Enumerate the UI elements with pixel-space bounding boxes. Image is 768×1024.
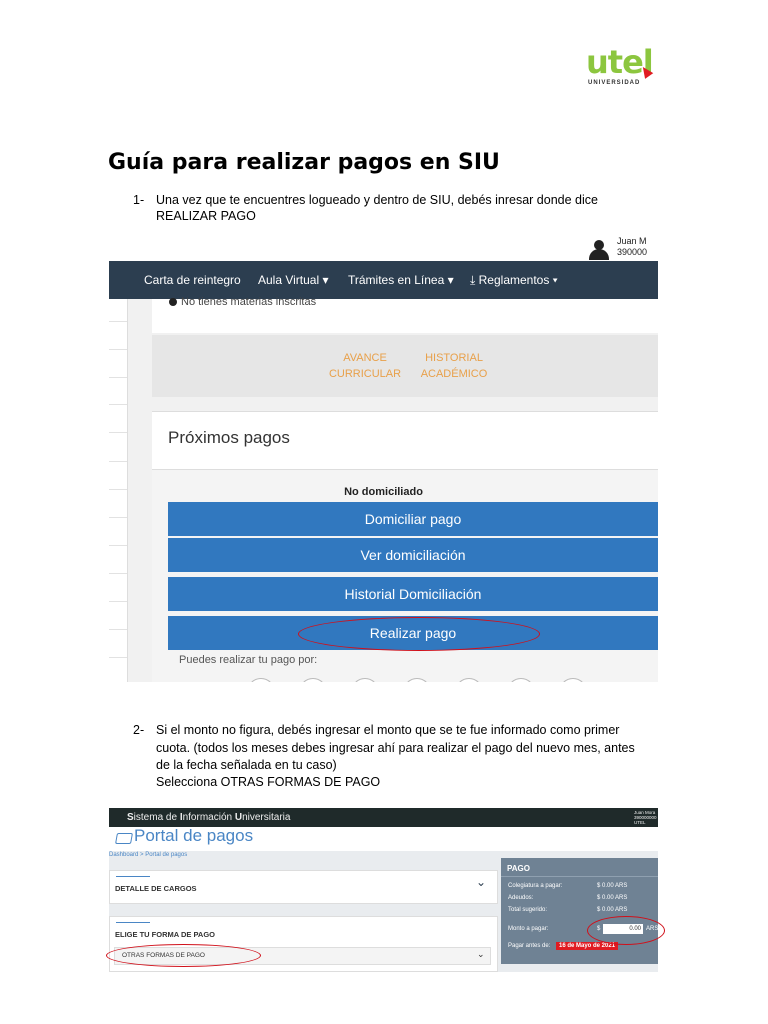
payments-title: Próximos pagos bbox=[168, 428, 290, 447]
step-line: Una vez que te encuentres logueado y dentro de SIU, debés inresar donde dice bbox=[156, 193, 598, 207]
user-avatar-icon bbox=[587, 240, 611, 260]
chevron-down-icon[interactable]: ⌄ bbox=[476, 875, 487, 889]
header-user-info bbox=[634, 810, 657, 825]
top-strip bbox=[109, 236, 658, 261]
logo-word: utel bbox=[586, 43, 653, 81]
payment-methods-label: Puedes realizar tu pago por: bbox=[179, 654, 318, 666]
header-user-line: Juan Mora bbox=[634, 810, 656, 815]
logo-subtitle: UNIVERSIDAD bbox=[588, 80, 641, 86]
nav-tramites[interactable]: Trámites en Línea ▾ bbox=[348, 273, 454, 287]
chevron-down-icon: ⌄ bbox=[477, 949, 485, 959]
historial-domiciliacion-button[interactable]: Historial Domiciliación bbox=[168, 577, 658, 611]
page-title: Guía para realizar pagos en SIU bbox=[108, 150, 500, 175]
link-line: CURRICULAR bbox=[328, 368, 402, 380]
portal-title: Portal de pagos bbox=[134, 826, 254, 845]
siu-dashboard-screenshot bbox=[109, 236, 658, 682]
nav-carta-reintegro[interactable]: Carta de reintegro bbox=[144, 273, 241, 287]
detalle-cargos-label: DETALLE DE CARGOS bbox=[115, 884, 197, 893]
detalle-cargos-panel[interactable] bbox=[109, 870, 498, 904]
link-line: ACADÉMICO bbox=[420, 368, 488, 380]
breadcrumb[interactable]: Dashboard > Portal de pagos bbox=[109, 852, 188, 858]
summary-label: Adeudos: bbox=[508, 895, 534, 901]
link-avance-curricular[interactable] bbox=[323, 350, 407, 382]
due-date-badge: 16 de Mayo de 2021 bbox=[556, 942, 618, 950]
notice-text: No tienes materias inscritas bbox=[181, 296, 317, 308]
monto-unit: ARS bbox=[646, 926, 658, 932]
select-value: OTRAS FORMAS DE PAGO bbox=[122, 952, 205, 959]
link-historial-academico[interactable] bbox=[414, 350, 494, 382]
main-navbar bbox=[109, 261, 658, 299]
user-id-text: 390000 bbox=[617, 247, 648, 257]
highlight-ellipse-realizar-pago bbox=[298, 617, 540, 651]
header-user-line: 390000000 bbox=[634, 815, 657, 820]
divider bbox=[501, 876, 658, 877]
step-line: Si el monto no figura, debés ingresar el monto que se te fue informado como primer bbox=[156, 723, 620, 737]
user-name-text: Juan M bbox=[617, 236, 647, 246]
utel-logo bbox=[586, 44, 658, 90]
summary-value: $ 0.00 ARS bbox=[597, 883, 628, 889]
summary-label: Colegiatura a pagar: bbox=[508, 883, 563, 889]
step-line: REALIZAR PAGO bbox=[156, 209, 256, 223]
user-name bbox=[617, 236, 647, 258]
due-date-label: Pagar antes de: bbox=[508, 943, 551, 949]
summary-value: $ 0.00 ARS bbox=[597, 907, 628, 913]
domiciliar-pago-button[interactable]: Domiciliar pago bbox=[168, 502, 658, 536]
credit-card-icon bbox=[115, 833, 133, 844]
summary-value: $ 0.00 ARS bbox=[597, 895, 628, 901]
pago-summary-panel bbox=[501, 858, 658, 964]
summary-label: Total sugerido: bbox=[508, 907, 548, 913]
link-line: AVANCE bbox=[343, 352, 387, 364]
step-line: cuota. (todos los meses debes ingresar ahí para realizar el pago del nuevo mes, antes bbox=[156, 741, 635, 755]
step-line: de la fecha señalada en tu caso) bbox=[156, 758, 337, 772]
ver-domiciliacion-button[interactable]: Ver domiciliación bbox=[168, 538, 658, 572]
monto-label: Monto a pagar: bbox=[508, 926, 549, 932]
realizar-pago-button[interactable]: Realizar pago bbox=[168, 616, 658, 650]
panel-accent-line bbox=[116, 922, 150, 923]
currency-symbol: $ bbox=[597, 926, 601, 932]
monto-input[interactable]: 0.00 bbox=[603, 924, 643, 934]
info-icon bbox=[169, 298, 177, 306]
forma-pago-label: ELIGE TU FORMA DE PAGO bbox=[115, 930, 216, 939]
status-label: No domiciliado bbox=[344, 486, 423, 498]
step-number: 2- bbox=[133, 723, 145, 737]
link-line: HISTORIAL bbox=[425, 352, 483, 364]
panel-accent-line bbox=[116, 876, 150, 877]
nav-aula-virtual[interactable]: Aula Virtual ▾ bbox=[258, 273, 329, 287]
nav-reglamentos[interactable]: ⤓ Reglamentos ▾ bbox=[470, 273, 558, 287]
siu-header-title: Sistema de Información Universitaria bbox=[127, 812, 291, 823]
no-subjects-notice bbox=[169, 296, 316, 308]
pago-title: PAGO bbox=[507, 864, 530, 873]
highlight-ellipse-monto bbox=[587, 916, 665, 945]
highlight-ellipse-otras-formas bbox=[106, 944, 261, 967]
step-line: Selecciona OTRAS FORMAS DE PAGO bbox=[156, 775, 381, 789]
step-number: 1- bbox=[133, 193, 145, 207]
header-user-line: UTEL bbox=[634, 820, 646, 825]
